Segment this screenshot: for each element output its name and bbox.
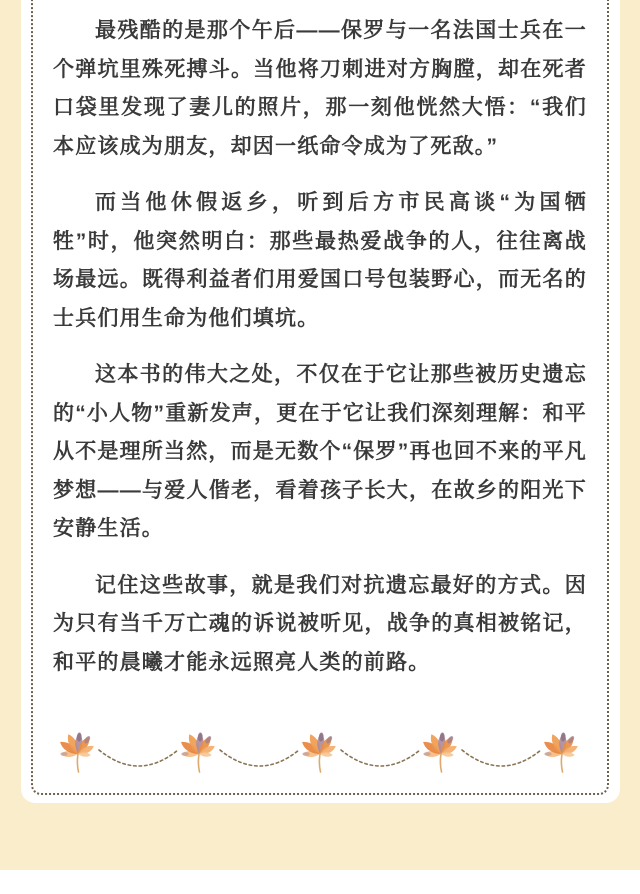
leaf-divider xyxy=(21,726,620,792)
article-paragraph: 记住这些故事，就是我们对抗遗忘最好的方式。因为只有当千万亡魂的诉说被听见，战争的真相被铭记，和平的晨曦才能永远照亮人类的前路。 xyxy=(53,573,587,674)
dashed-swag-line xyxy=(99,750,178,766)
article-paragraph: 这本书的伟大之处，不仅在于它让那些被历史遗忘的“小人物”重新发声，更在于它让我们深刻理解：和平从不是理所当然，而是无数个“保罗”再也回不来的平凡梦想——与爱人偕老，看着孩子长大，在故乡的阳光下安静生活。 xyxy=(53,363,587,540)
maple-leaf-icon xyxy=(421,732,458,772)
maple-leaf-icon xyxy=(542,732,579,772)
article-paragraph: 最残酷的是那个午后——保罗与一名法国士兵在一个弹坑里殊死搏斗。当他将刀刺进对方胸膛，却在死者口袋里发现了妻儿的照片，那一刻他恍然大悟：“我们本应该成为朋友，却因一纸命令成为了死敌。” xyxy=(53,19,587,158)
dashed-swag-line xyxy=(220,750,299,766)
dashed-swag-line xyxy=(462,750,541,766)
dashed-swag-line xyxy=(341,750,420,766)
article-paragraph: 而当他休假返乡，听到后方市民高谈“为国牺牲”时，他突然明白：那些最热爱战争的人，往往离战场最远。既得利益者们用爱国口号包装野心，而无名的士兵们用生命为他们填坑。 xyxy=(53,191,587,330)
page-bottom-background xyxy=(0,870,640,894)
maple-leaf-icon xyxy=(179,732,216,772)
article-card xyxy=(21,0,620,803)
maple-leaf-icon xyxy=(300,732,337,772)
maple-leaf-icon xyxy=(58,732,95,772)
article-content xyxy=(21,0,620,700)
